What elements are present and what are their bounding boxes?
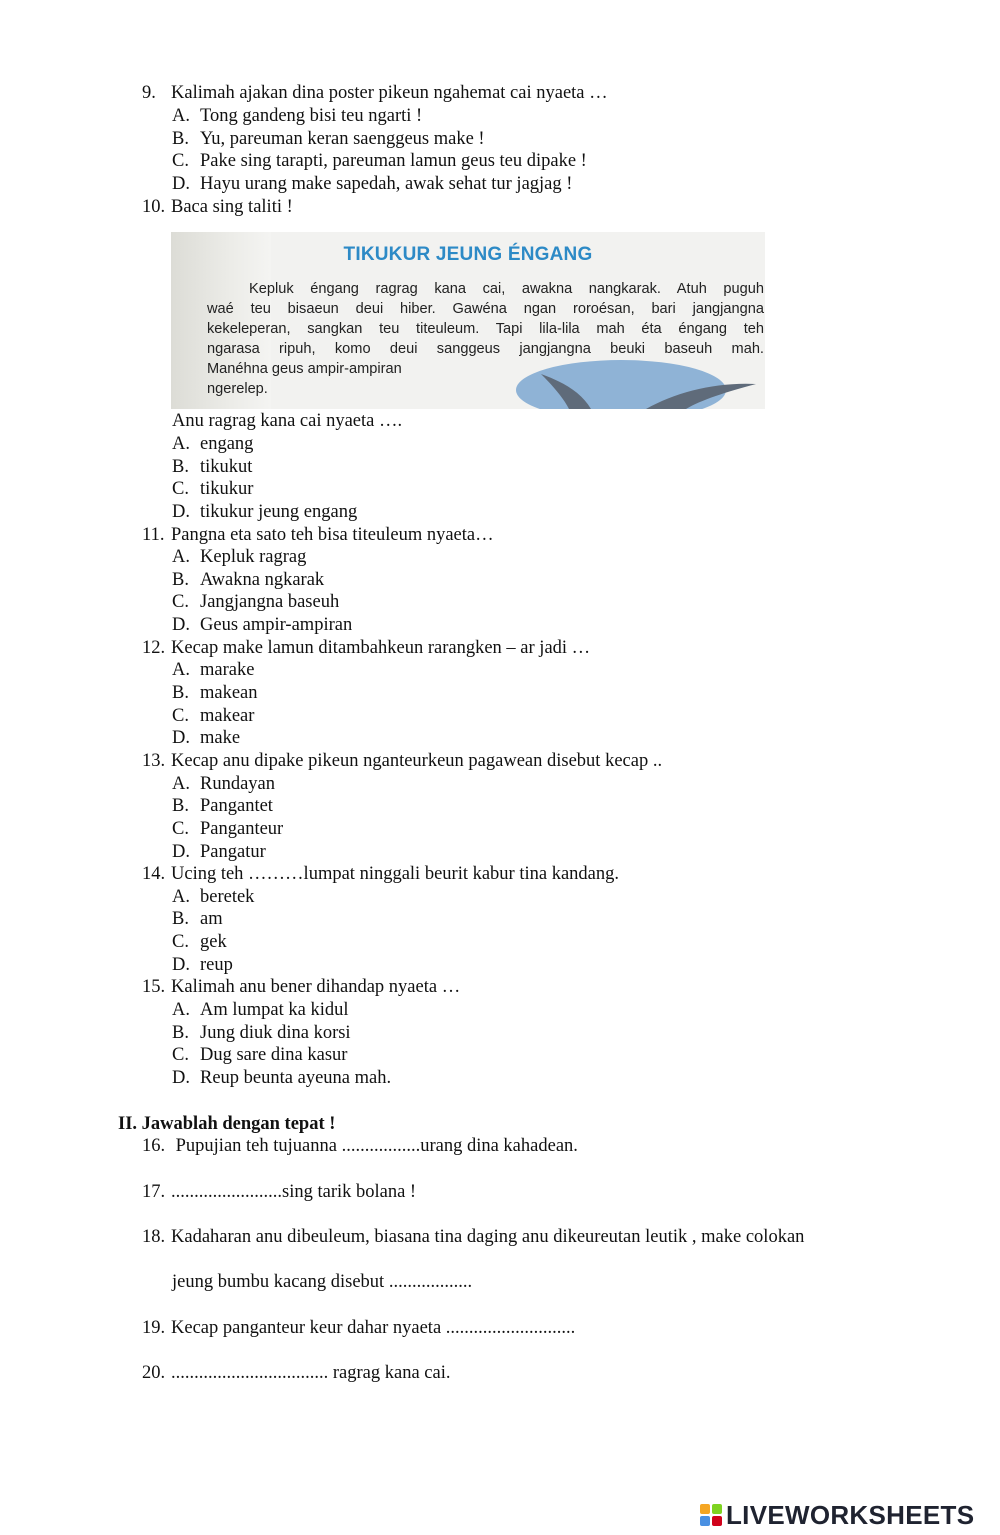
question-number: 12. bbox=[142, 638, 166, 658]
question-13 bbox=[142, 750, 662, 772]
option-10a[interactable]: A. engang bbox=[172, 434, 254, 454]
option-10d[interactable]: D. tikukur jeung engang bbox=[172, 502, 358, 522]
passage-line: ngerelep. bbox=[207, 381, 268, 397]
option-15b[interactable]: B. Jung diuk dina korsi bbox=[172, 1023, 351, 1043]
essay-question-17[interactable]: 17. ........................sing tarik bolana ! bbox=[142, 1182, 417, 1202]
option-14a[interactable]: A. beretek bbox=[172, 887, 255, 907]
question-number: 9. bbox=[142, 83, 156, 103]
option-9a[interactable]: A. Tong gandeng bisi teu ngarti ! bbox=[172, 106, 423, 126]
question-text: Pangna eta sato teh bisa titeuleum nyaeta… bbox=[171, 525, 494, 545]
option-11c[interactable]: C. Jangjangna baseuh bbox=[172, 592, 340, 612]
option-12b[interactable]: B. makean bbox=[172, 683, 258, 703]
question-12 bbox=[142, 637, 590, 659]
option-10c[interactable]: C. tikukur bbox=[172, 479, 254, 499]
essay-question-18-continuation[interactable]: jeung bumbu kacang disebut .................. bbox=[172, 1272, 473, 1292]
option-14c[interactable]: C. gek bbox=[172, 932, 227, 952]
option-15a[interactable]: A. Am lumpat ka kidul bbox=[172, 1000, 349, 1020]
option-12a[interactable]: A. marake bbox=[172, 660, 255, 680]
option-12d[interactable]: D. make bbox=[172, 728, 241, 748]
essay-question-18[interactable]: 18. Kadaharan anu dibeuleum, biasana tina daging anu dikeureutan leutik , make colokan bbox=[142, 1227, 805, 1247]
passage-line: Manéhna geus ampir-ampiran bbox=[207, 361, 402, 377]
option-11d[interactable]: D. Geus ampir-ampiran bbox=[172, 615, 353, 635]
question-number: 11. bbox=[142, 525, 165, 545]
option-9c[interactable]: C. Pake sing tarapti, pareuman lamun geus teu dipake ! bbox=[172, 151, 587, 171]
passage-line: kekeleperan, sangkan teu titeuleum. Tapi lila-lila mah éta éngang teh bbox=[207, 321, 764, 337]
passage-title: TIKUKUR JEUNG ÉNGANG bbox=[343, 244, 593, 265]
option-14b[interactable]: B. am bbox=[172, 909, 223, 929]
passage-line: ngarasa ripuh, komo deui sanggeus jangjangna beuki baseuh mah. bbox=[207, 341, 764, 357]
option-13d[interactable]: D. Pangatur bbox=[172, 842, 266, 862]
logo-text: LIVEWORKSHEETS bbox=[726, 1499, 975, 1530]
option-11a[interactable]: A. Kepluk ragrag bbox=[172, 547, 307, 567]
option-15d[interactable]: D. Reup beunta ayeuna mah. bbox=[172, 1068, 392, 1088]
question-15 bbox=[142, 976, 460, 998]
question-text: Ucing teh ………lumpat ninggali beurit kabur tina kandang. bbox=[171, 864, 620, 884]
option-13a[interactable]: A. Rundayan bbox=[172, 774, 276, 794]
option-9d[interactable]: D. Hayu urang make sapedah, awak sehat tur jagjag ! bbox=[172, 174, 573, 194]
passage-line: Kepluk éngang ragrag kana cai, awakna nangkarak. Atuh puguh bbox=[249, 281, 764, 297]
option-12c[interactable]: C. makear bbox=[172, 706, 255, 726]
option-13b[interactable]: B. Pangantet bbox=[172, 796, 273, 816]
essay-question-20[interactable]: 20. .................................. ragrag kana cai. bbox=[142, 1363, 451, 1383]
option-9b[interactable]: B. Yu, pareuman keran saenggeus make ! bbox=[172, 129, 485, 149]
essay-question-19[interactable]: 19. Kecap panganteur keur dahar nyaeta ............................ bbox=[142, 1318, 576, 1338]
question-number: 14. bbox=[142, 864, 166, 884]
question-text: Kecap anu dipake pikeun nganteurkeun pagawean disebut kecap .. bbox=[171, 751, 663, 771]
option-13c[interactable]: C. Panganteur bbox=[172, 819, 284, 839]
question-number: 10. bbox=[142, 197, 166, 217]
option-10b[interactable]: B. tikukut bbox=[172, 457, 253, 477]
question-number: 13. bbox=[142, 751, 166, 771]
option-15c[interactable]: C. Dug sare dina kasur bbox=[172, 1045, 348, 1065]
question-text: Kalimah ajakan dina poster pikeun ngahemat cai nyaeta … bbox=[171, 83, 608, 103]
reading-passage-image bbox=[171, 232, 765, 409]
question-text: Kecap make lamun ditambahkeun rarangken – ar jadi … bbox=[171, 638, 591, 658]
question-10 bbox=[142, 196, 293, 218]
passage-line: waé teu bisaeun deui hiber. Gawéna ngan roroésan, bari jangjangna bbox=[207, 301, 764, 317]
question-14 bbox=[142, 863, 619, 885]
section-heading: II. Jawablah dengan tepat ! bbox=[118, 1114, 336, 1134]
question-11 bbox=[142, 524, 494, 546]
question-text: Baca sing taliti ! bbox=[171, 197, 293, 217]
question-prompt: Anu ragrag kana cai nyaeta …. bbox=[172, 411, 403, 431]
question-number: 15. bbox=[142, 977, 166, 997]
question-text: Kalimah anu bener dihandap nyaeta … bbox=[171, 977, 461, 997]
option-11b[interactable]: B. Awakna ngkarak bbox=[172, 570, 325, 590]
logo-grid-icon bbox=[700, 1504, 722, 1526]
option-14d[interactable]: D. reup bbox=[172, 955, 233, 975]
question-9 bbox=[142, 82, 608, 104]
essay-question-16[interactable]: 16. Pupujian teh tujuanna .................urang dina kahadean. bbox=[142, 1136, 578, 1156]
liveworksheets-logo[interactable] bbox=[700, 1500, 974, 1530]
